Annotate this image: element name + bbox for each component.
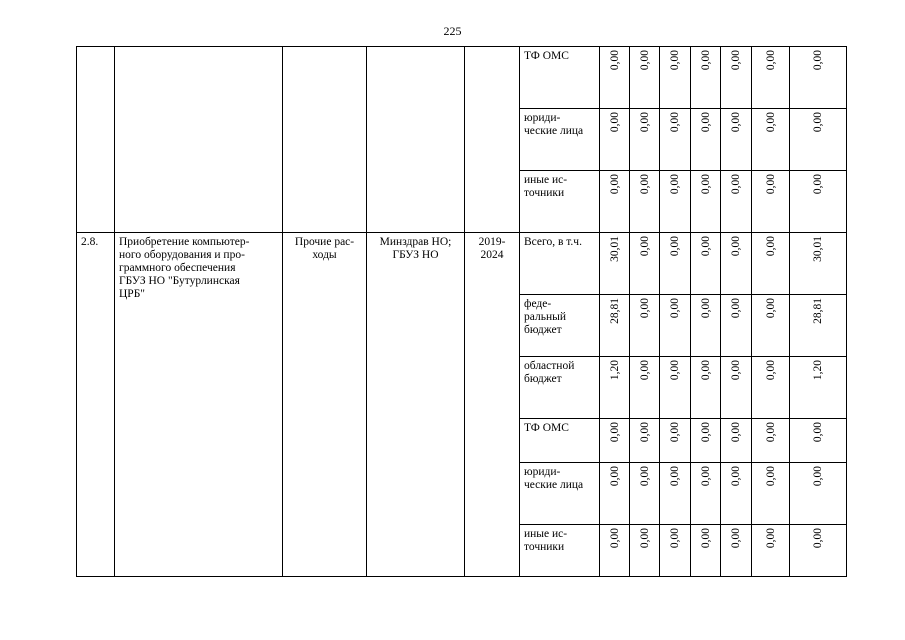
value-cell: [721, 419, 752, 463]
value-text: 0,00: [764, 50, 777, 71]
value-text: 0,00: [730, 298, 742, 319]
value-text: 0,00: [669, 236, 681, 257]
value-text: 0,00: [608, 528, 621, 549]
value-text: 0,00: [699, 298, 712, 319]
value-text: 0,00: [730, 466, 742, 487]
value-text: 0,00: [812, 174, 824, 195]
value-cell: [691, 463, 721, 525]
value-text: 0,00: [638, 298, 651, 319]
table-row: [77, 47, 847, 109]
value-text: 0,00: [608, 50, 621, 71]
value-text: 0,00: [730, 528, 742, 549]
cont-expense-cell: [283, 47, 367, 233]
value-cell: [721, 233, 752, 295]
item-expense-type-cell: Прочие рас- ходы: [283, 233, 367, 577]
cont-name-cell: [115, 47, 283, 233]
value-cell: [600, 233, 630, 295]
funding-source-cell: иные ис- точники: [520, 171, 600, 233]
value-cell: [691, 295, 721, 357]
cont-number-cell: [77, 47, 115, 233]
value-text: 1,20: [608, 360, 621, 381]
value-cell: [600, 47, 630, 109]
value-cell: [691, 171, 721, 233]
value-cell: [790, 419, 847, 463]
value-cell: [721, 295, 752, 357]
value-text: 0,00: [764, 112, 777, 133]
value-cell: [691, 47, 721, 109]
value-text: 0,00: [638, 360, 651, 381]
value-text: 0,00: [812, 466, 824, 487]
value-text: 0,00: [669, 174, 681, 195]
value-text: 0,00: [699, 528, 712, 549]
value-cell: [660, 171, 691, 233]
value-text: 0,00: [638, 466, 651, 487]
value-cell: [660, 357, 691, 419]
value-cell: [660, 525, 691, 577]
value-text: 0,00: [638, 422, 651, 443]
value-cell: [660, 109, 691, 171]
funding-source-cell: юриди- ческие лица: [520, 109, 600, 171]
value-text: 0,00: [730, 422, 742, 443]
funding-source-cell: Всего, в т.ч.: [520, 233, 600, 295]
value-cell: [630, 463, 660, 525]
value-cell: [660, 419, 691, 463]
value-text: 0,00: [764, 236, 777, 257]
value-text: 0,00: [669, 528, 681, 549]
value-text: 30,01: [608, 236, 621, 262]
value-cell: [752, 419, 790, 463]
value-text: 0,00: [764, 298, 777, 319]
value-cell: [752, 47, 790, 109]
value-cell: [630, 525, 660, 577]
value-cell: [660, 463, 691, 525]
value-cell: [752, 233, 790, 295]
value-cell: [630, 233, 660, 295]
value-cell: [721, 525, 752, 577]
value-cell: [752, 295, 790, 357]
item-executor-cell: Минздрав НО; ГБУЗ НО: [367, 233, 465, 577]
value-cell: [691, 525, 721, 577]
value-text: 0,00: [730, 360, 742, 381]
value-text: 0,00: [699, 236, 712, 257]
value-text: 0,00: [669, 50, 681, 71]
value-text: 0,00: [764, 360, 777, 381]
value-cell: [660, 295, 691, 357]
value-cell: [600, 295, 630, 357]
value-text: 0,00: [638, 50, 651, 71]
value-text: 0,00: [699, 112, 712, 133]
value-cell: [721, 357, 752, 419]
funding-source-cell: феде- ральный бюджет: [520, 295, 600, 357]
value-text: 0,00: [608, 466, 621, 487]
value-text: 0,00: [638, 112, 651, 133]
value-text: 0,00: [699, 174, 712, 195]
value-cell: [790, 525, 847, 577]
value-cell: [752, 357, 790, 419]
value-cell: [752, 109, 790, 171]
value-cell: [600, 109, 630, 171]
value-text: 0,00: [730, 174, 742, 195]
value-text: 0,00: [699, 466, 712, 487]
value-text: 0,00: [812, 528, 824, 549]
value-cell: [790, 233, 847, 295]
value-cell: [721, 463, 752, 525]
cont-executor-cell: [367, 47, 465, 233]
value-text: 0,00: [638, 528, 651, 549]
value-text: 0,00: [608, 174, 621, 195]
funding-source-cell: ТФ ОМС: [520, 47, 600, 109]
value-text: 0,00: [812, 112, 824, 133]
value-text: 0,00: [812, 422, 824, 443]
value-cell: [790, 357, 847, 419]
value-text: 28,81: [608, 298, 621, 324]
value-cell: [691, 357, 721, 419]
value-cell: [752, 171, 790, 233]
funding-source-cell: юриди- ческие лица: [520, 463, 600, 525]
value-cell: [660, 47, 691, 109]
value-text: 0,00: [730, 50, 742, 71]
value-cell: [790, 171, 847, 233]
value-text: 0,00: [608, 112, 621, 133]
value-text: 0,00: [669, 298, 681, 319]
value-text: 0,00: [764, 466, 777, 487]
page-number: 225: [443, 24, 462, 38]
value-cell: [600, 357, 630, 419]
value-text: 0,00: [669, 360, 681, 381]
value-cell: [691, 233, 721, 295]
value-text: 0,00: [730, 236, 742, 257]
value-cell: [600, 419, 630, 463]
budget-table: [76, 46, 847, 577]
value-cell: [721, 109, 752, 171]
value-text: 0,00: [764, 174, 777, 195]
value-cell: [752, 463, 790, 525]
value-cell: [630, 47, 660, 109]
value-text: 1,20: [812, 360, 824, 381]
value-cell: [630, 357, 660, 419]
value-text: 28,81: [812, 298, 824, 324]
value-cell: [790, 463, 847, 525]
funding-source-cell: ТФ ОМС: [520, 419, 600, 463]
value-text: 0,00: [669, 466, 681, 487]
value-cell: [630, 419, 660, 463]
value-text: 0,00: [764, 528, 777, 549]
value-cell: [790, 47, 847, 109]
value-cell: [721, 47, 752, 109]
value-text: 0,00: [638, 236, 651, 257]
value-cell: [600, 525, 630, 577]
value-cell: [600, 171, 630, 233]
value-text: 0,00: [699, 50, 712, 71]
value-cell: [630, 109, 660, 171]
value-cell: [691, 419, 721, 463]
value-text: 0,00: [608, 422, 621, 443]
value-text: 0,00: [764, 422, 777, 443]
item-name-cell: Приобретение компьютер- ного оборудования и про- граммного обеспечения ГБУЗ НО "Бутурлинская ЦРБ": [115, 233, 283, 577]
value-cell: [721, 171, 752, 233]
funding-source-cell: иные ис- точники: [520, 525, 600, 577]
value-text: 30,01: [812, 236, 824, 262]
value-cell: [660, 233, 691, 295]
value-text: 0,00: [730, 112, 742, 133]
item-period-cell: 2019- 2024: [465, 233, 520, 577]
value-cell: [630, 171, 660, 233]
cont-period-cell: [465, 47, 520, 233]
value-text: 0,00: [812, 50, 824, 71]
value-text: 0,00: [638, 174, 651, 195]
value-text: 0,00: [669, 112, 681, 133]
value-cell: [790, 109, 847, 171]
value-text: 0,00: [669, 422, 681, 443]
funding-source-cell: областной бюджет: [520, 357, 600, 419]
value-text: 0,00: [699, 360, 712, 381]
value-cell: [691, 109, 721, 171]
value-text: 0,00: [699, 422, 712, 443]
value-cell: [600, 463, 630, 525]
value-cell: [790, 295, 847, 357]
table-row: [77, 233, 847, 295]
item-number-cell: 2.8.: [77, 233, 115, 577]
value-cell: [630, 295, 660, 357]
value-cell: [752, 525, 790, 577]
